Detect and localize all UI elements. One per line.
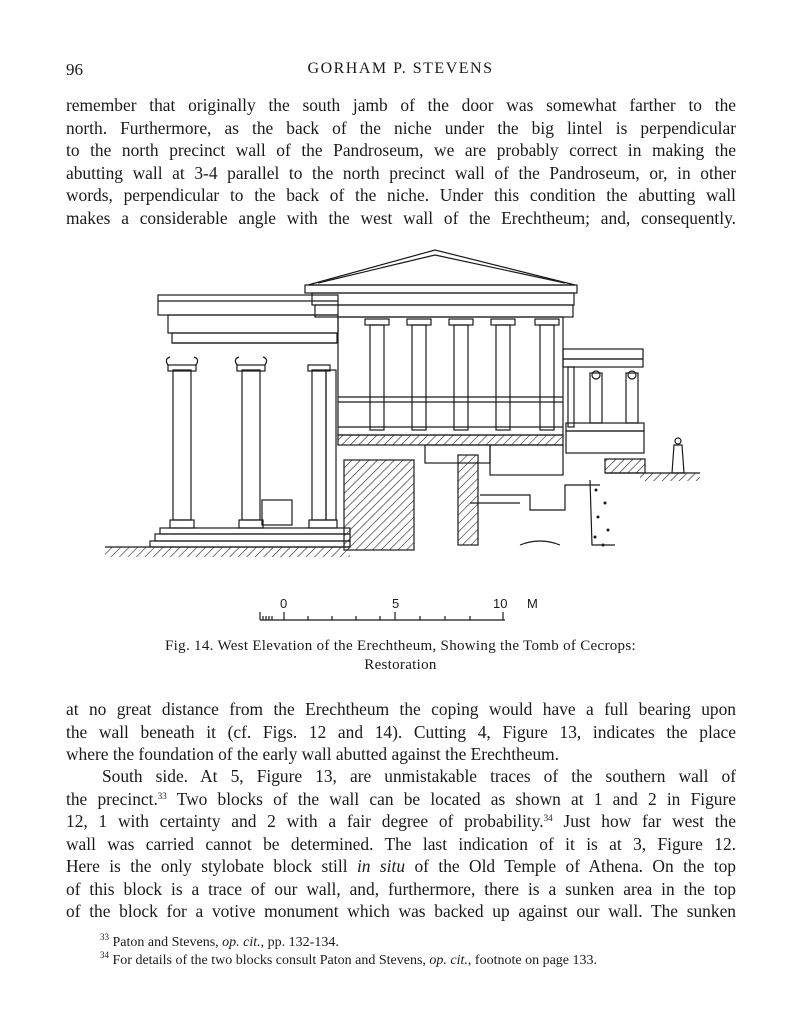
- text-line: makes a considerable angle with the west wall of the Erechtheum; and, consequently.: [66, 207, 736, 228]
- text-line: to the north precinct wall of the Pandroseum, we are probably correct in making the: [66, 140, 736, 160]
- italic-term: op. cit.: [222, 935, 261, 950]
- text-line: abutting wall at 3-4 parallel to the north precinct wall of the Pandroseum, or, in other: [66, 162, 736, 183]
- scale-label: 10: [493, 596, 508, 611]
- text-segment: the precinct.: [66, 788, 158, 809]
- text-line: remember that originally the south jamb of the door was somewhat farther to the: [66, 95, 736, 115]
- paragraph-2: [66, 698, 736, 766]
- footnote-ref: 34: [543, 813, 553, 823]
- paragraph-3: [66, 765, 736, 923]
- text-segment: Two blocks of the wall can be located as shown at 1 and 2 in Figure: [166, 788, 736, 809]
- italic-term: op. cit.: [429, 953, 468, 968]
- elevation-drawing: [100, 245, 700, 575]
- text-line: north. Furthermore, as the back of the niche under the big lintel is perpendicular: [66, 117, 736, 138]
- scale-bar: [255, 596, 555, 626]
- text-segment: Just how far west the: [552, 811, 736, 831]
- text-line: wall was carried cannot be determined. The last indication of it is at 3, Figure 12.: [66, 833, 736, 854]
- text-line: [66, 788, 736, 811]
- text-segment: Paton and Stevens,: [109, 935, 223, 950]
- text-segment: Here is the only stylobate block still: [66, 856, 357, 876]
- text-segment: For details of the two blocks consult Paton and Stevens,: [109, 953, 430, 968]
- caption-line: Fig. 14. West Elevation of the Erechtheum, Showing the Tomb of Cecrops:: [165, 638, 636, 654]
- caption-line: Restoration: [364, 657, 437, 673]
- paragraph-1: [66, 94, 736, 229]
- text-segment: , pp. 132-134.: [260, 935, 339, 950]
- text-line: the wall beneath it (cf. Figs. 12 and 14). Cutting 4, Figure 13, indicates the place: [66, 721, 736, 742]
- footnote-number: 33: [100, 932, 109, 942]
- figure-caption: [0, 637, 801, 675]
- text-segment: , footnote on page 133.: [467, 953, 598, 968]
- text-line: [66, 810, 736, 833]
- text-line: where the foundation of the early wall abutted against the Erechtheum.: [66, 744, 560, 764]
- running-head: GORHAM P. STEVENS: [307, 60, 494, 77]
- footnote-ref: 33: [157, 790, 167, 801]
- text-segment: 12, 1 with certainty and 2 with a fair degree of probability.: [66, 811, 544, 831]
- italic-term: in situ: [356, 856, 406, 876]
- scale-label: 5: [392, 596, 400, 611]
- text-line: South side. At 5, Figure 13, are unmistakable traces of the southern wall of: [102, 766, 736, 786]
- text-line: words, perpendicular to the back of the niche. Under this condition the abutting wall: [66, 185, 736, 205]
- text-line: of this block is a trace of our wall, and, furthermore, there is a sunken area in the top: [66, 878, 736, 899]
- erechtheum-elevation-figure: [100, 245, 700, 575]
- scale-label: M: [527, 596, 538, 611]
- footnote-number: 34: [100, 950, 109, 960]
- footnote: [100, 934, 597, 952]
- text-line: of the block for a votive monument which was backed up against our wall. The sunken: [66, 901, 736, 921]
- text-segment: of the Old Temple of Athena. On the top: [405, 856, 736, 876]
- text-line: [66, 855, 736, 878]
- scale-label: 0: [280, 596, 288, 611]
- footnote: [100, 952, 597, 970]
- scale-ticks: [255, 596, 555, 626]
- footnotes: [100, 934, 597, 970]
- text-line: at no great distance from the Erechtheum the coping would have a full bearing upon: [66, 699, 736, 719]
- page-number: 96: [66, 60, 83, 79]
